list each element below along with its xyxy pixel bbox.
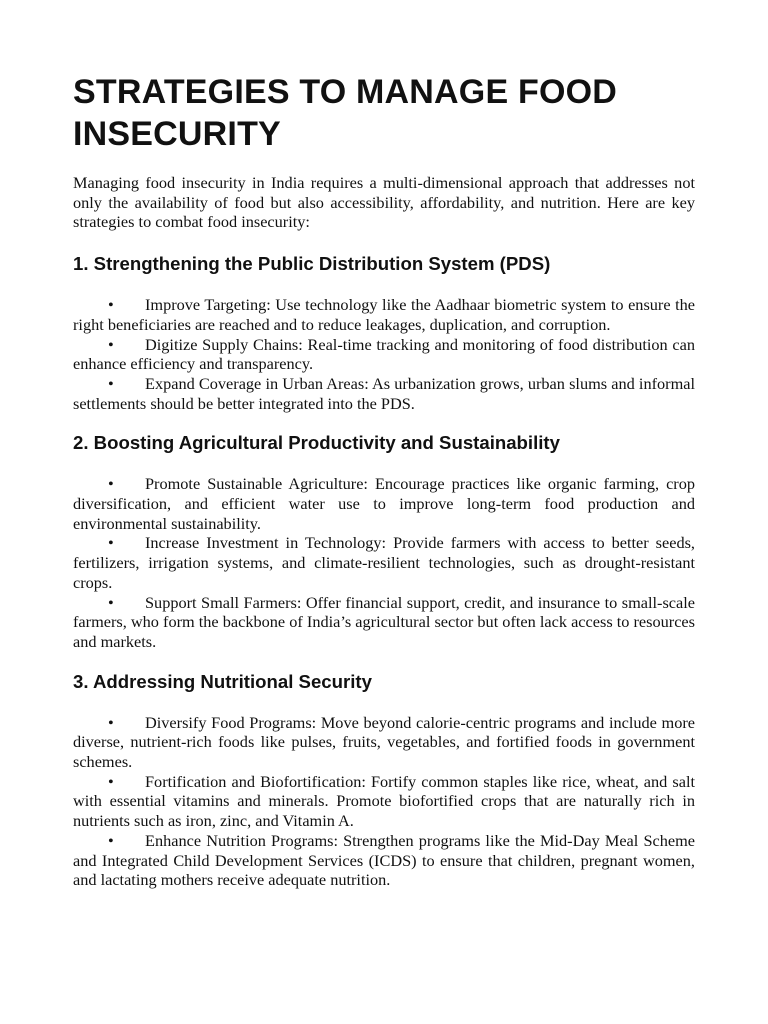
section-list-agriculture <box>73 474 695 651</box>
bullet-icon: • <box>108 474 114 494</box>
list-item-text: Diversify Food Programs: Move beyond calorie-centric programs and include more diverse, nutrient-rich foods like pulses, fruits, vegetables, and fortified foods in government schemes. <box>73 712 695 772</box>
list-item-text: Increase Investment in Technology: Provide farmers with access to better seeds, fertilizers, irrigation systems, and climate-resilient technologies, such as drought-resistant crops. <box>73 533 695 592</box>
list-item <box>73 374 695 413</box>
list-item-text: Fortification and Biofortification: Fortify common staples like rice, wheat, and salt with essential vitamins and minerals. Promote biofortified crops that are naturally rich in nutrients such as iron, zinc, and Vitamin A. <box>73 771 695 831</box>
list-item <box>73 335 695 374</box>
list-item-text: Digitize Supply Chains: Real-time tracking and monitoring of food distribution can enhance efficiency and transparency. <box>73 334 695 374</box>
section-heading-agriculture: 2. Boosting Agricultural Productivity and Sustainability <box>73 432 560 454</box>
list-item <box>73 713 695 772</box>
list-item <box>73 831 695 890</box>
list-item <box>73 474 695 533</box>
bullet-icon: • <box>108 592 114 612</box>
bullet-icon: • <box>108 712 114 732</box>
bullet-icon: • <box>108 830 114 850</box>
section-list-pds <box>73 295 695 413</box>
list-item <box>73 533 695 592</box>
list-item-text: Support Small Farmers: Offer financial support, credit, and insurance to small-scale farmers, who form the backbone of India’s agricultural sector but often lack access to resources and markets. <box>73 592 695 651</box>
section-heading-nutrition: 3. Addressing Nutritional Security <box>73 670 372 692</box>
bullet-icon: • <box>108 295 114 315</box>
list-item-text: Promote Sustainable Agriculture: Encourage practices like organic farming, crop diversification, and efficient water use to improve long-term food production and environmental sustainability. <box>73 474 695 533</box>
list-item-text: Improve Targeting: Use technology like the Aadhaar biometric system to ensure the right beneficiaries are reached and to reduce leakages, duplication, and corruption. <box>73 295 695 334</box>
document-title: STRATEGIES TO MANAGE FOOD INSECURITY <box>73 73 617 153</box>
list-item <box>73 295 695 334</box>
section-heading-pds: 1. Strengthening the Public Distribution System (PDS) <box>73 253 551 275</box>
bullet-icon: • <box>108 373 114 393</box>
intro-paragraph: Managing food insecurity in India requires a multi-dimensional approach that addresses not only the availability of food but also accessibility, affordability, and nutrition. Here are key strategies to combat food insecurity: <box>73 173 695 232</box>
bullet-icon: • <box>108 533 114 553</box>
list-item-text: Enhance Nutrition Programs: Strengthen programs like the Mid-Day Meal Scheme and Integrated Child Development Services (ICDS) to ensure that children, pregnant women, and lactating mothers receive adequate nutrition. <box>73 830 695 890</box>
list-item-text: Expand Coverage in Urban Areas: As urbanization grows, urban slums and informal settlements should be better integrated into the PDS. <box>73 373 695 413</box>
list-item <box>73 772 695 831</box>
bullet-icon: • <box>108 334 114 354</box>
bullet-icon: • <box>108 771 114 791</box>
list-item <box>73 593 695 652</box>
section-list-nutrition <box>73 713 695 890</box>
